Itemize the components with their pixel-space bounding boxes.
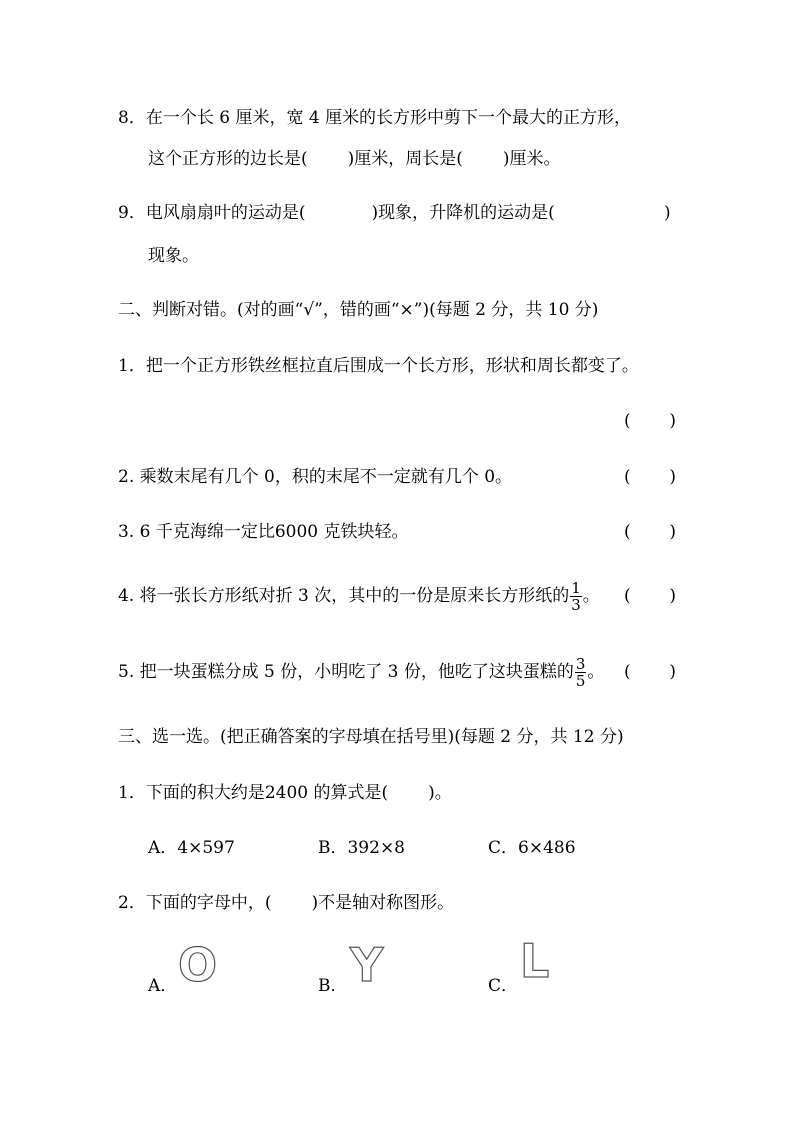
paren-open: ( <box>624 522 631 542</box>
q9-close-paren: ) <box>664 203 671 223</box>
choice-q1-option-c[interactable]: C．6×486 <box>488 838 576 858</box>
q8-text-b: )厘米，周长是( <box>347 149 463 169</box>
q9-line1 <box>118 202 555 224</box>
fraction-numerator: 3 <box>575 655 586 673</box>
judge-answer-paren-2[interactable] <box>624 466 676 488</box>
paren-open: ( <box>624 662 631 682</box>
paren-close: ) <box>669 522 676 542</box>
judge-item-1: 1．把一个正方形铁丝框拉直后围成一个长方形，形状和周长都变了。 <box>118 356 639 376</box>
judge-item-5-text: 5. 把一块蛋糕分成 5 份，小明吃了 3 份，他吃了这块蛋糕的 <box>118 662 574 682</box>
letter-l-outline-icon: L <box>520 934 550 988</box>
q9-text-a: 9．电风扇扇叶的运动是( <box>118 203 306 223</box>
choice-q2-option-b-label[interactable]: B． <box>318 976 348 996</box>
judge-item-4-text: 4. 将一张长方形纸对折 3 次，其中的一份是原来长方形纸的 <box>118 586 570 606</box>
paren-open: ( <box>624 586 631 606</box>
choice-q2-option-a-label[interactable]: A． <box>148 976 178 996</box>
letter-o-outline-icon: O <box>178 938 218 992</box>
choice-q1-option-b[interactable]: B．392×8 <box>318 838 406 858</box>
q8-line2 <box>148 148 561 170</box>
choice-q2 <box>118 892 454 914</box>
judge-item-5 <box>118 655 604 689</box>
judge-item-3: 3. 6 千克海绵一定比6000 克铁块轻。 <box>118 522 409 542</box>
paren-open: ( <box>624 411 631 431</box>
judge-item-5-end: 。 <box>587 662 605 682</box>
choice-q1-option-a[interactable]: A．4×597 <box>148 838 235 858</box>
choice-q1-end: )。 <box>428 783 452 803</box>
section3-heading: 三、选一选。(把正确答案的字母填在括号里)(每题 2 分，共 12 分) <box>118 727 624 747</box>
choice-q2-text: 2．下面的字母中，( <box>118 893 272 913</box>
fraction-denominator: 3 <box>571 596 581 614</box>
letter-y-outline-icon: Y <box>350 938 384 992</box>
judge-answer-paren-1[interactable] <box>624 410 676 432</box>
judge-answer-paren-5[interactable] <box>624 661 676 683</box>
judge-answer-paren-3[interactable] <box>624 521 676 543</box>
paren-close: ) <box>669 586 676 606</box>
section2-heading: 二、判断对错。(对的画“√”，错的画“×”)(每题 2 分，共 10 分) <box>118 300 599 320</box>
q8-line1: 8．在一个长 6 厘米，宽 4 厘米的长方形中剪下一个最大的正方形， <box>118 108 632 128</box>
paren-close: ) <box>669 411 676 431</box>
q9-text-b: )现象，升降机的运动是( <box>371 203 555 223</box>
q8-text-c: )厘米。 <box>502 149 561 169</box>
choice-q1 <box>118 782 452 804</box>
paren-close: ) <box>669 467 676 487</box>
q8-text-a: 这个正方形的边长是( <box>148 149 308 169</box>
choice-q1-text: 1．下面的积大约是2400 的算式是( <box>118 783 389 803</box>
judge-answer-paren-4[interactable] <box>624 585 676 607</box>
q9-line2: 现象。 <box>148 246 199 266</box>
fraction <box>575 656 587 689</box>
judge-item-2: 2. 乘数末尾有几个 0，积的末尾不一定就有几个 0。 <box>118 467 513 487</box>
choice-q2-end: )不是轴对称图形。 <box>311 893 455 913</box>
choice-q2-option-c-label[interactable]: C． <box>488 976 519 996</box>
fraction-numerator: 1 <box>571 579 581 597</box>
judge-item-4-end: 。 <box>582 586 600 606</box>
judge-item-4 <box>118 579 600 613</box>
fraction-denominator: 5 <box>575 672 586 690</box>
paren-close: ) <box>669 662 676 682</box>
fraction <box>570 580 582 613</box>
paren-open: ( <box>624 467 631 487</box>
